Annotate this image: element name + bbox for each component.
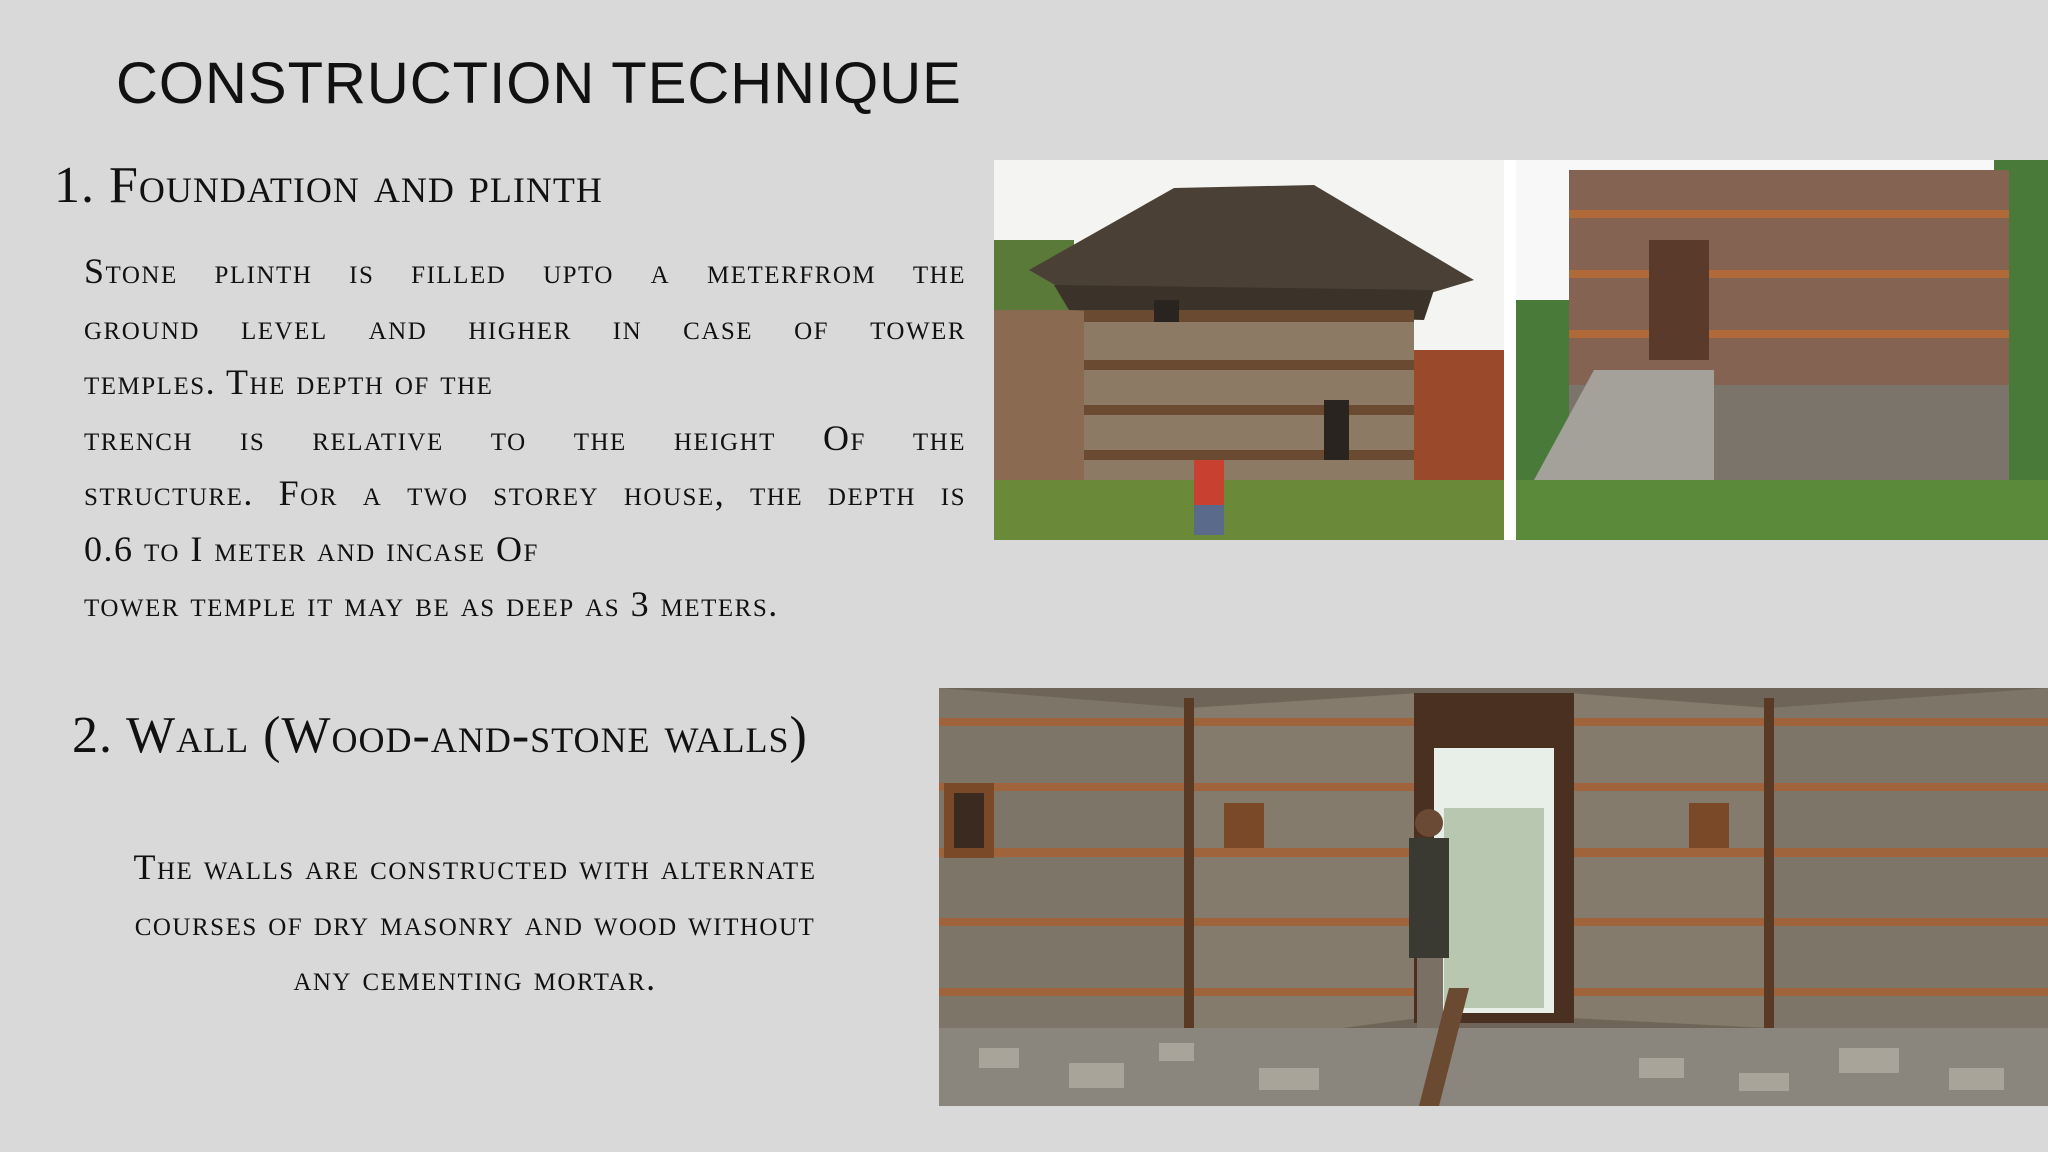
foundation-line: ground level and higher in case of tower	[84, 306, 966, 347]
foundation-paragraph	[84, 244, 966, 633]
foundation-line: 0.6 to I meter and incase Of	[84, 528, 539, 569]
temple-photos-image	[994, 160, 2048, 540]
foundation-line: structure. For a two storey house, the depth is	[84, 473, 966, 513]
wall-line: courses of dry masonry and wood without	[134, 902, 816, 943]
foundation-line: trench is relative to the height Of the	[84, 417, 966, 458]
slide-title: CONSTRUCTION TECHNIQUE	[116, 51, 962, 116]
wall-line: The walls are constructed with alternate	[133, 847, 817, 887]
wall-line: any cementing mortar.	[293, 958, 657, 998]
wall-interior-image	[939, 688, 2048, 1106]
wall-paragraph	[80, 840, 870, 1007]
section-heading-foundation: 1. Foundation and plinth	[54, 157, 603, 214]
foundation-line: temples. The depth of the	[84, 362, 494, 402]
section-heading-wall: 2. Wall (Wood-and-stone walls)	[72, 707, 808, 764]
foundation-line: Stone plinth is filled upto a meterfrom the	[84, 251, 966, 291]
foundation-line: tower temple it may be as deep as 3 meters.	[84, 584, 779, 624]
